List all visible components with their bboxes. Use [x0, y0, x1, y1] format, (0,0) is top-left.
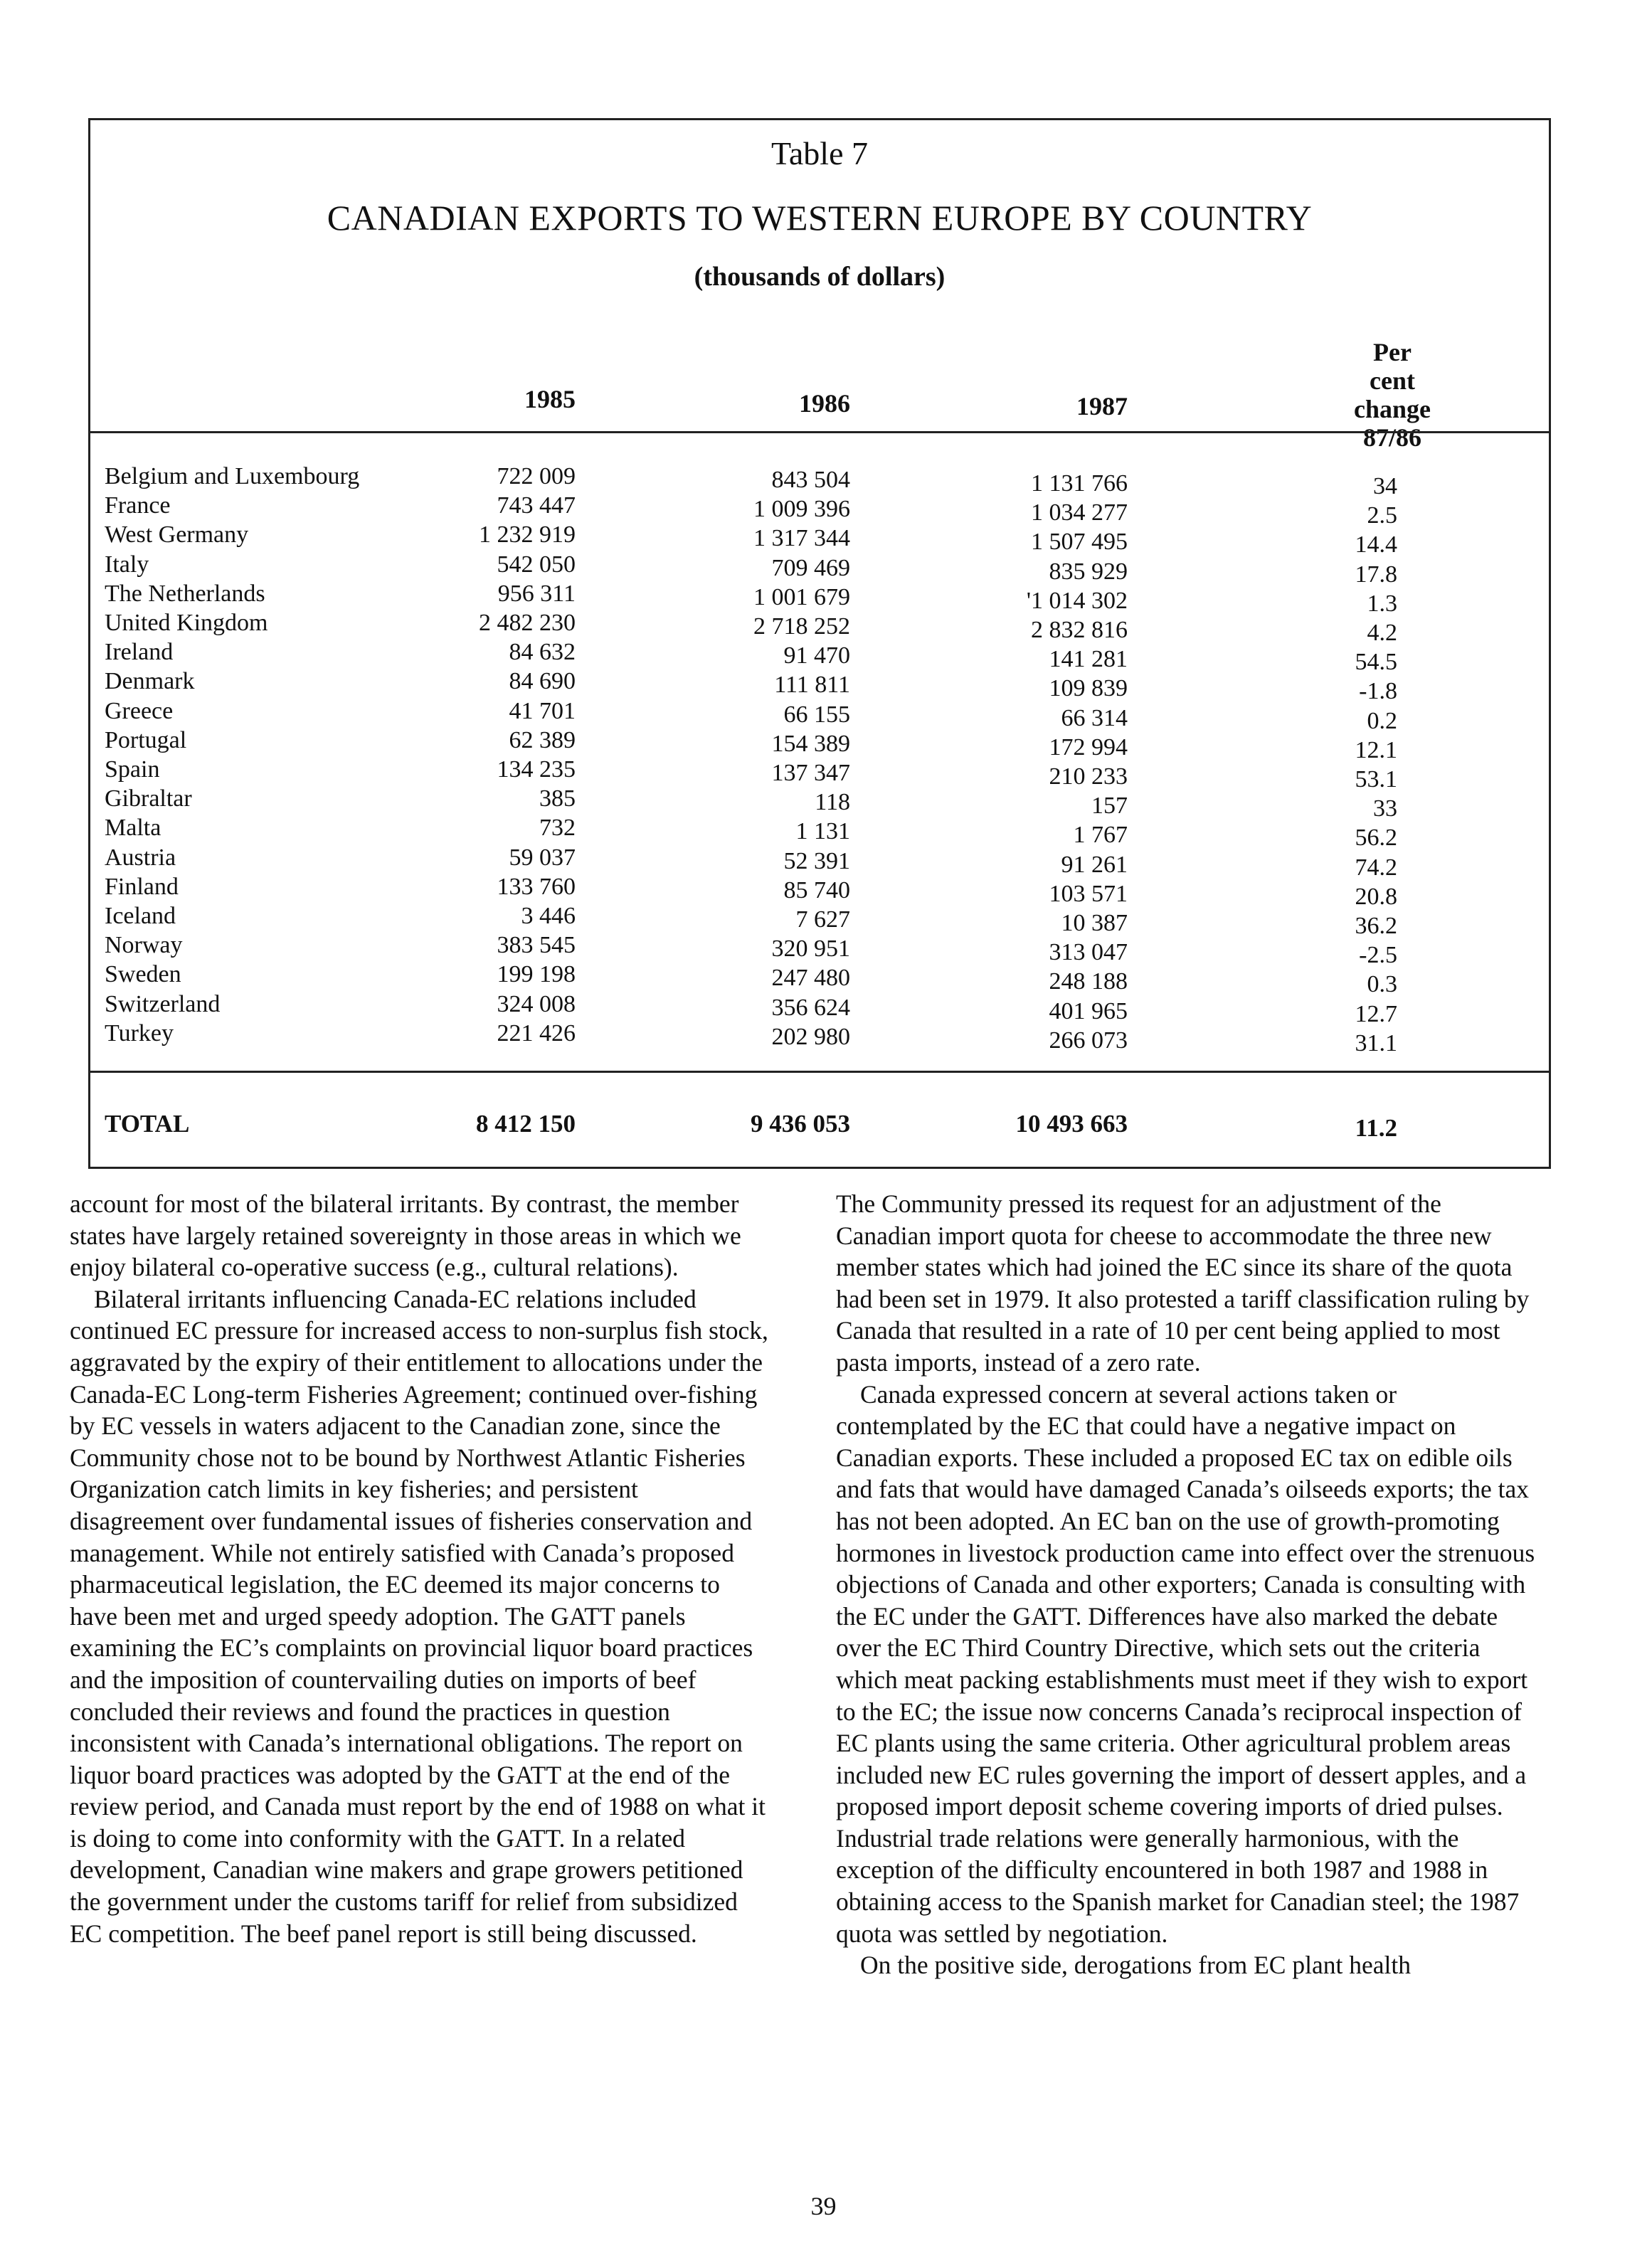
value-1987-cell: 248 188 [1049, 968, 1128, 995]
table-title: CANADIAN EXPORTS TO WESTERN EUROPE BY COUNTRY [327, 198, 1313, 238]
left-paragraph-1: account for most of the bilateral irritants. By contrast, the member states have largely retained sovereignty in those areas in which we enjoy bilateral co-operative success (e.g., cultural relations). [70, 1189, 741, 1282]
country-cell: Italy [105, 551, 149, 578]
country-cell: Iceland [105, 903, 176, 929]
value-1985-cell: 133 760 [497, 873, 576, 900]
value-1985-cell: 84 690 [509, 668, 576, 695]
value-1985-cell: 199 198 [497, 961, 576, 988]
percent-change-cell: 54.5 [1355, 649, 1397, 676]
table-row [90, 843, 1549, 881]
header-pc-line2: change [1354, 395, 1431, 423]
percent-change-cell: 31.1 [1355, 1029, 1397, 1056]
value-1985-cell: 221 426 [497, 1019, 576, 1046]
country-cell: Gibraltar [105, 785, 192, 812]
percent-change-cell: 34 [1373, 473, 1397, 499]
country-cell: Malta [105, 815, 161, 842]
left-paragraph-2: Bilateral irritants influencing Canada-EC relations included continued EC pressure for increased access to non-surplus fish stock, aggravated by the expiry of their entitlement to allocations under the Canada-EC Long-term Fisheries Agreement; continued over-fishing by EC vessels in waters adjacent to the Canadian zone, since the Community chose not to be bound by Northwest Atlantic Fisheries Organization catch limits in key fisheries; and persistent disagreement over fundamental issues of fisheries conservation and management. While not entirely satisfied with Canada’s proposed pharmaceutical legislation, the EC deemed its major concerns to have been met and urged speedy adoption. The GATT panels examining the EC’s complaints on provincial liquor board practices and the imposition of countervailing duties on imports of beef concluded their reviews and found the practices in question inconsistent with Canada’s international obligations. The report on liquor board practices was adopted by the GATT at the end of the review period, and Canada must report by the end of 1988 on what it is doing to come into conformity with the GATT. In a related development, Canadian wine makers and grape growers petitioned the government under the customs tariff for relief from subsidized EC competition. The beef panel report is still being discussed. [70, 1284, 768, 1948]
value-1985-cell: 743 447 [497, 492, 576, 519]
header-pc-line3: 87/86 [1362, 423, 1421, 452]
value-1986-cell: 202 980 [771, 1023, 850, 1050]
right-paragraph-2: Canada expressed concern at several actions taken or contemplated by the EC that could have a negative impact on Canadian exports. These included a proposed EC tax on edible oils and fats that would have damaged Canada’s oilseeds exports; the tax has not been adopted. An EC ban on the use of growth-promoting hormones in livestock production came into effect over the strenuous objections of Canada and other exporters; Canada is consulting with the EC under the GATT. Differences have also marked the debate over the EC Third Country Directive, which sets out the criteria which meat packing establishments must meet if they wish to export to the EC; the issue now concerns Canada’s reciprocal inspection of EC plants using the same criteria. Other agricultural problem areas included new EC rules governing the import of dessert apples, and a proposed import deposit scheme covering imports of dried pulses. Industrial trade relations were generally harmonious, with the exception of the difficulty encountered in both 1987 and 1988 in obtaining access to the Spanish market for Canadian steel; the 1987 quota was settled by negotiation. [836, 1379, 1535, 1948]
value-1985-cell: 956 311 [497, 580, 576, 607]
value-1987-cell: 141 281 [1049, 646, 1128, 673]
table-row [90, 990, 1549, 1027]
table-row [90, 550, 1549, 588]
table-row [90, 960, 1549, 998]
value-1986-cell: 7 627 [795, 906, 850, 933]
percent-change-cell: 74.2 [1355, 854, 1397, 881]
percent-change-cell: 17.8 [1355, 561, 1397, 588]
value-1986-cell: 66 155 [783, 701, 850, 728]
total-rule [90, 1071, 1549, 1073]
value-1987-cell: 1 767 [1073, 822, 1128, 849]
value-1987-cell: 835 929 [1049, 558, 1128, 585]
percent-change-cell: 56.2 [1355, 825, 1397, 852]
value-1986-cell: 137 347 [771, 760, 850, 786]
country-cell: Sweden [105, 961, 181, 988]
percent-change-cell: 53.1 [1355, 766, 1397, 793]
value-1987-cell: 1 131 766 [1031, 470, 1128, 497]
value-1986-cell: 91 470 [783, 642, 850, 669]
value-1985-cell: 3 446 [521, 903, 576, 929]
value-1986-cell: 356 624 [771, 994, 850, 1021]
value-1985-cell: 324 008 [497, 990, 576, 1017]
country-cell: Belgium and Luxembourg [105, 463, 360, 489]
value-1987-cell: 91 261 [1061, 851, 1128, 878]
value-1985-cell: 385 [539, 785, 576, 812]
table-row [90, 608, 1549, 646]
header-rule [90, 431, 1549, 433]
table-row [90, 637, 1549, 676]
table-row [90, 784, 1549, 822]
value-1986-cell: 111 811 [774, 672, 850, 699]
table-units: (thousands of dollars) [694, 262, 946, 292]
value-1985-cell: 383 545 [497, 932, 576, 959]
value-1985-cell: 59 037 [509, 844, 576, 871]
percent-change-cell: 12.1 [1355, 736, 1397, 763]
total-1986: 9 436 053 [751, 1110, 850, 1138]
value-1985-cell: 722 009 [497, 463, 576, 489]
country-cell: France [105, 492, 171, 519]
country-cell: Ireland [105, 639, 174, 666]
table-row [90, 726, 1549, 763]
percent-change-cell: 36.2 [1355, 913, 1397, 939]
value-1987-cell: 109 839 [1049, 675, 1128, 702]
percent-change-cell: -2.5 [1359, 942, 1397, 969]
value-1987-cell: '1 014 302 [1026, 587, 1128, 614]
value-1986-cell: 709 469 [771, 554, 850, 581]
value-1985-cell: 542 050 [497, 551, 576, 578]
total-1985: 8 412 150 [476, 1110, 576, 1138]
value-1987-cell: 10 387 [1061, 910, 1128, 936]
country-cell: Switzerland [105, 990, 221, 1017]
percent-change-cell: 2.5 [1367, 502, 1397, 529]
country-cell: Greece [105, 697, 174, 724]
value-1987-cell: 210 233 [1049, 763, 1128, 790]
header-1986: 1986 [799, 389, 850, 418]
percent-change-cell: 4.2 [1367, 620, 1397, 646]
value-1986-cell: 1 001 679 [753, 583, 850, 610]
country-cell: West Germany [105, 521, 249, 549]
right-paragraph-3: On the positive side, derogations from EC plant health [860, 1951, 1411, 1980]
value-1986-cell: 1 131 [795, 818, 850, 845]
value-1985-cell: 84 632 [509, 639, 576, 666]
percent-change-cell: 1.3 [1367, 590, 1397, 617]
total-label: TOTAL [105, 1110, 190, 1138]
page-number: 39 [810, 2192, 837, 2220]
table-row [90, 462, 1549, 499]
total-percent-change: 11.2 [1355, 1114, 1397, 1142]
value-1987-cell: 2 832 816 [1031, 617, 1128, 643]
table-row [90, 579, 1549, 617]
country-cell: Austria [105, 844, 176, 871]
value-1987-cell: 401 965 [1049, 997, 1128, 1024]
table-row [90, 491, 1549, 529]
value-1986-cell: 1 009 396 [753, 496, 850, 523]
value-1986-cell: 843 504 [771, 467, 850, 493]
country-cell: Denmark [105, 668, 195, 695]
country-cell: Portugal [105, 726, 187, 753]
country-cell: United Kingdom [105, 610, 268, 636]
value-1986-cell: 1 317 344 [753, 525, 850, 552]
percent-change-cell: 12.7 [1355, 1000, 1397, 1027]
value-1986-cell: 247 480 [771, 965, 850, 992]
value-1986-cell: 118 [815, 789, 850, 816]
value-1986-cell: 52 391 [783, 847, 850, 874]
value-1987-cell: 172 994 [1049, 733, 1128, 761]
value-1985-cell: 732 [539, 815, 576, 842]
percent-change-cell: 14.4 [1355, 531, 1397, 558]
value-1986-cell: 2 718 252 [753, 613, 850, 640]
table-row [90, 1019, 1549, 1056]
country-cell: Finland [105, 873, 179, 900]
header-pc-line1: Per cent [1370, 338, 1415, 395]
table-row [90, 667, 1549, 705]
header-percent-change [1350, 338, 1435, 452]
value-1987-cell: 313 047 [1049, 939, 1128, 966]
country-cell: Turkey [105, 1019, 174, 1046]
country-cell: The Netherlands [105, 580, 265, 607]
percent-change-cell: 20.8 [1355, 883, 1397, 910]
exports-table [88, 118, 1551, 1169]
table-row [90, 520, 1549, 558]
percent-change-cell: 0.3 [1367, 971, 1397, 998]
value-1987-cell: 266 073 [1049, 1027, 1128, 1054]
value-1985-cell: 2 482 230 [479, 610, 576, 636]
value-1987-cell: 1 034 277 [1031, 499, 1128, 526]
percent-change-cell: 33 [1373, 795, 1397, 822]
body-column-left [70, 1188, 770, 1949]
value-1986-cell: 154 389 [771, 730, 850, 757]
value-1986-cell: 85 740 [783, 876, 850, 904]
percent-change-cell: 0.2 [1367, 707, 1397, 734]
value-1985-cell: 41 701 [509, 697, 576, 724]
value-1987-cell: 66 314 [1061, 704, 1128, 731]
value-1985-cell: 134 235 [497, 756, 576, 783]
total-1987: 10 493 663 [1015, 1110, 1128, 1138]
value-1987-cell: 103 571 [1049, 880, 1128, 907]
value-1985-cell: 62 389 [509, 726, 576, 753]
country-cell: Spain [105, 756, 160, 783]
table-number: Table 7 [770, 135, 868, 171]
table-row [90, 696, 1549, 734]
value-1987-cell: 1 507 495 [1031, 529, 1128, 556]
percent-change-cell: -1.8 [1359, 678, 1397, 705]
table-row [90, 901, 1549, 939]
value-1987-cell: 157 [1091, 793, 1128, 820]
body-column-right [836, 1188, 1537, 1981]
table-row [90, 872, 1549, 910]
value-1985-cell: 1 232 919 [479, 521, 576, 549]
header-1985: 1985 [524, 385, 576, 413]
table-row [90, 931, 1549, 969]
table-row [90, 813, 1549, 852]
country-cell: Norway [105, 932, 183, 959]
table-row [90, 755, 1549, 793]
right-paragraph-1: The Community pressed its request for an adjustment of the Canadian import quota for cheese to accommodate the three new member states which had joined the EC since its share of the quota had been set in 1979. It also protested a tariff classification ruling by Canada that resulted in a rate of 10 per cent being applied to most pasta imports, instead of a zero rate. [836, 1189, 1530, 1377]
header-1987: 1987 [1076, 392, 1128, 420]
value-1986-cell: 320 951 [771, 936, 850, 963]
